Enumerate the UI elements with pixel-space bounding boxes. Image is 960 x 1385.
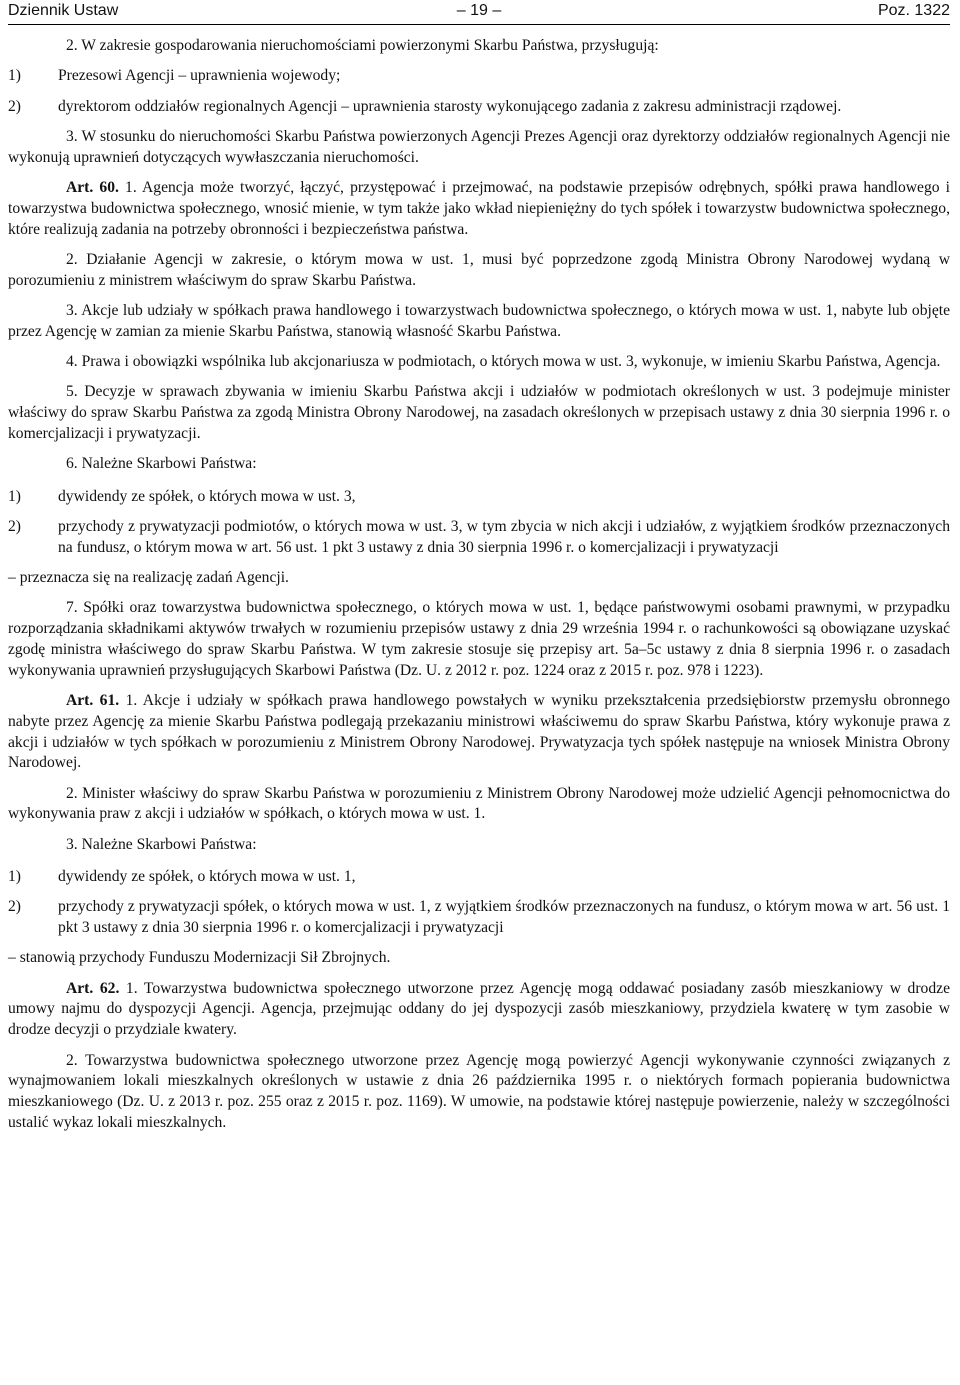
paragraph: 3. Akcje lub udziały w spółkach prawa handlowego i towarzystwach budownictwa społecznego, o których mowa w ust. 1, nabyte lub objęte przez Agencję w zamian za mienie Skarbu Państwa, stanowią własność Skarbu Państwa.: [8, 301, 950, 340]
journal-title: Dziennik Ustaw: [8, 2, 119, 19]
list-item: 2) przychody z prywatyzacji podmiotów, o których mowa w ust. 3, w tym zbycia w nich akcji i udziałów, z wyjątkiem środków przeznaczonych na fundusz, o którym mowa w art. 56 ust. 1 pkt 3 ustawy z dnia 30 sierpnia 1996 r. o komercjalizacji i prywatyzacji: [8, 517, 950, 556]
list-item: 2) dyrektorom oddziałów regionalnych Agencji – uprawnienia starosty wykonującego zadania z zakresu administracji rządowej.: [8, 97, 842, 115]
paragraph: 7. Spółki oraz towarzystwa budownictwa społecznego, o których mowa w ust. 1, będące państwowymi osobami prawnymi, w przypadku rozporządzania składnikami aktywów trwałych w rozumieniu przepisów ustawy z dnia 29 września 1994 r. o rachunkowości są obowiązane uzyskać zgodę ministra właściwego do spraw Skarbu Państwa. W tym zakresie stosuje się przepisy art. 5a–5c ustawy z dnia 8 sierpnia 1996 r. o zasadach wykonywania uprawnień przysługujących Skarbowi Państwa (Dz. U. z 2012 r. poz. 1224 oraz z 2015 r. poz. 978 i 1223).: [8, 599, 950, 679]
page-header: [8, 0, 950, 25]
article-label: Art. 60.: [66, 178, 119, 196]
list-item: 1) dywidendy ze spółek, o których mowa w ust. 3,: [8, 487, 356, 505]
paragraph: 2. Działanie Agencji w zakresie, o którym mowa w ust. 1, musi być poprzedzone zgodą Ministra Obrony Narodowej wydaną w porozumieniu z ministrem właściwym do spraw Skarbu Państwa.: [8, 250, 950, 289]
paragraph: 2. Minister właściwy do spraw Skarbu Państwa w porozumieniu z Ministrem Obrony Narodowej może udzielić Agencji pełnomocnictwa do wykonywania praw z akcji i udziałów w spółkach, o których mowa w ust. 1.: [8, 784, 950, 823]
closing-line: – przeznacza się na realizację zadań Agencji.: [8, 568, 289, 586]
article-60: Art. 60. 1. Agencja może tworzyć, łączyć, przystępować i przejmować, na podstawie przepisów odrębnych, spółki prawa handlowego i towarzystwa budownictwa społecznego, wnosić mienie, w tym także jako wkład niepieniężny do tych spółek i towarzystw budownictwa społecznego, które realizują zadania na potrzeby obronności i bezpieczeństwa państwa.: [8, 178, 951, 238]
paragraph: 5. Decyzje w sprawach zbywania w imieniu Skarbu Państwa akcji i udziałów w podmiotach określonych w ust. 3 podejmuje minister właściwy do spraw Skarbu Państwa za zgodą Ministra Obrony Narodowej, na zasadach określonych w przepisach ustawy z dnia 30 sierpnia 1996 r. o komercjalizacji i prywatyzacji.: [8, 383, 950, 442]
list-item: 1) dywidendy ze spółek, o których mowa w ust. 1,: [8, 868, 356, 885]
position-number: Poz. 1322: [877, 2, 950, 19]
paragraph: 3. W stosunku do nieruchomości Skarbu Państwa powierzonych Agencji Prezes Agencji oraz dyrektorzy oddziałów regionalnych Agencji nie wykonują uprawnień dotyczących wywłaszczania nieruchomości.: [8, 127, 950, 166]
paragraph: 2. W zakresie gospodarowania nieruchomościami powierzonymi Skarbu Państwa, przysługują:: [66, 37, 659, 54]
list-item: 1) Prezesowi Agencji – uprawnienia wojewody;: [8, 67, 341, 85]
page-number: – 19 –: [456, 2, 502, 19]
article-label: Art. 61.: [66, 691, 120, 709]
document-body: [8, 36, 950, 1143]
list-item: 2) przychody z prywatyzacji spółek, o których mowa w ust. 1, z wyjątkiem środków przeznaczonych na fundusz, o którym mowa w art. 56 ust. 1 pkt 3 ustawy z dnia 30 sierpnia 1996 r. o komercjalizacji i prywatyzacji: [8, 898, 950, 937]
article-label: Art. 62.: [66, 979, 120, 997]
article-61: Art. 61. 1. Akcje i udziały w spółkach prawa handlowego powstałych w wyniku przekształcenia przedsiębiorstw przemysłu obronnego nabyte przez Agencję za mienie Skarbu Państwa podlegają przekazaniu ministrowi właściwemu do spraw Skarbu Państwa, który wykonuje prawa z akcji i udziałów w tych spółkach w porozumieniu z Ministrem Obrony Narodowej. Prywatyzacja tych spółek następuje na wniosek Ministra Obrony Narodowej.: [8, 691, 950, 772]
paragraph: 3. Należne Skarbowi Państwa:: [66, 835, 257, 853]
paragraph: 4. Prawa i obowiązki wspólnika lub akcjonariusza w podmiotach, o których mowa w ust. 3, wykonuje, w imieniu Skarbu Państwa, Agencja.: [66, 353, 941, 371]
paragraph: 2. Towarzystwa budownictwa społecznego utworzone przez Agencję mogą powierzyć Agencji wykonywanie czynności związanych z wynajmowaniem lokali mieszkalnych określonych w ustawie z dnia 26 października 1995 r. o niektórych formach popierania budownictwa mieszkaniowego (Dz. U. z 2013 r. poz. 255 oraz z 2015 r. poz. 1169). W umowie, na podstawie której następuje powierzenie, należy w szczególności ustalić wykaz lokali mieszkalnych.: [8, 1051, 950, 1131]
article-62: Art. 62. 1. Towarzystwa budownictwa społecznego utworzone przez Agencję mogą oddawać posiadany zasób mieszkaniowy w drodze umowy najmu do dyspozycji Agencji. Agencja, przejmując oddany do jej dyspozycji zasób mieszkaniowy, przydziela kwaterę w tym zasobie w drodze decyzji o przydziale kwatery.: [8, 979, 950, 1039]
closing-line: – stanowią przychody Funduszu Modernizacji Sił Zbrojnych.: [8, 949, 391, 967]
paragraph: 6. Należne Skarbowi Państwa:: [66, 455, 257, 473]
